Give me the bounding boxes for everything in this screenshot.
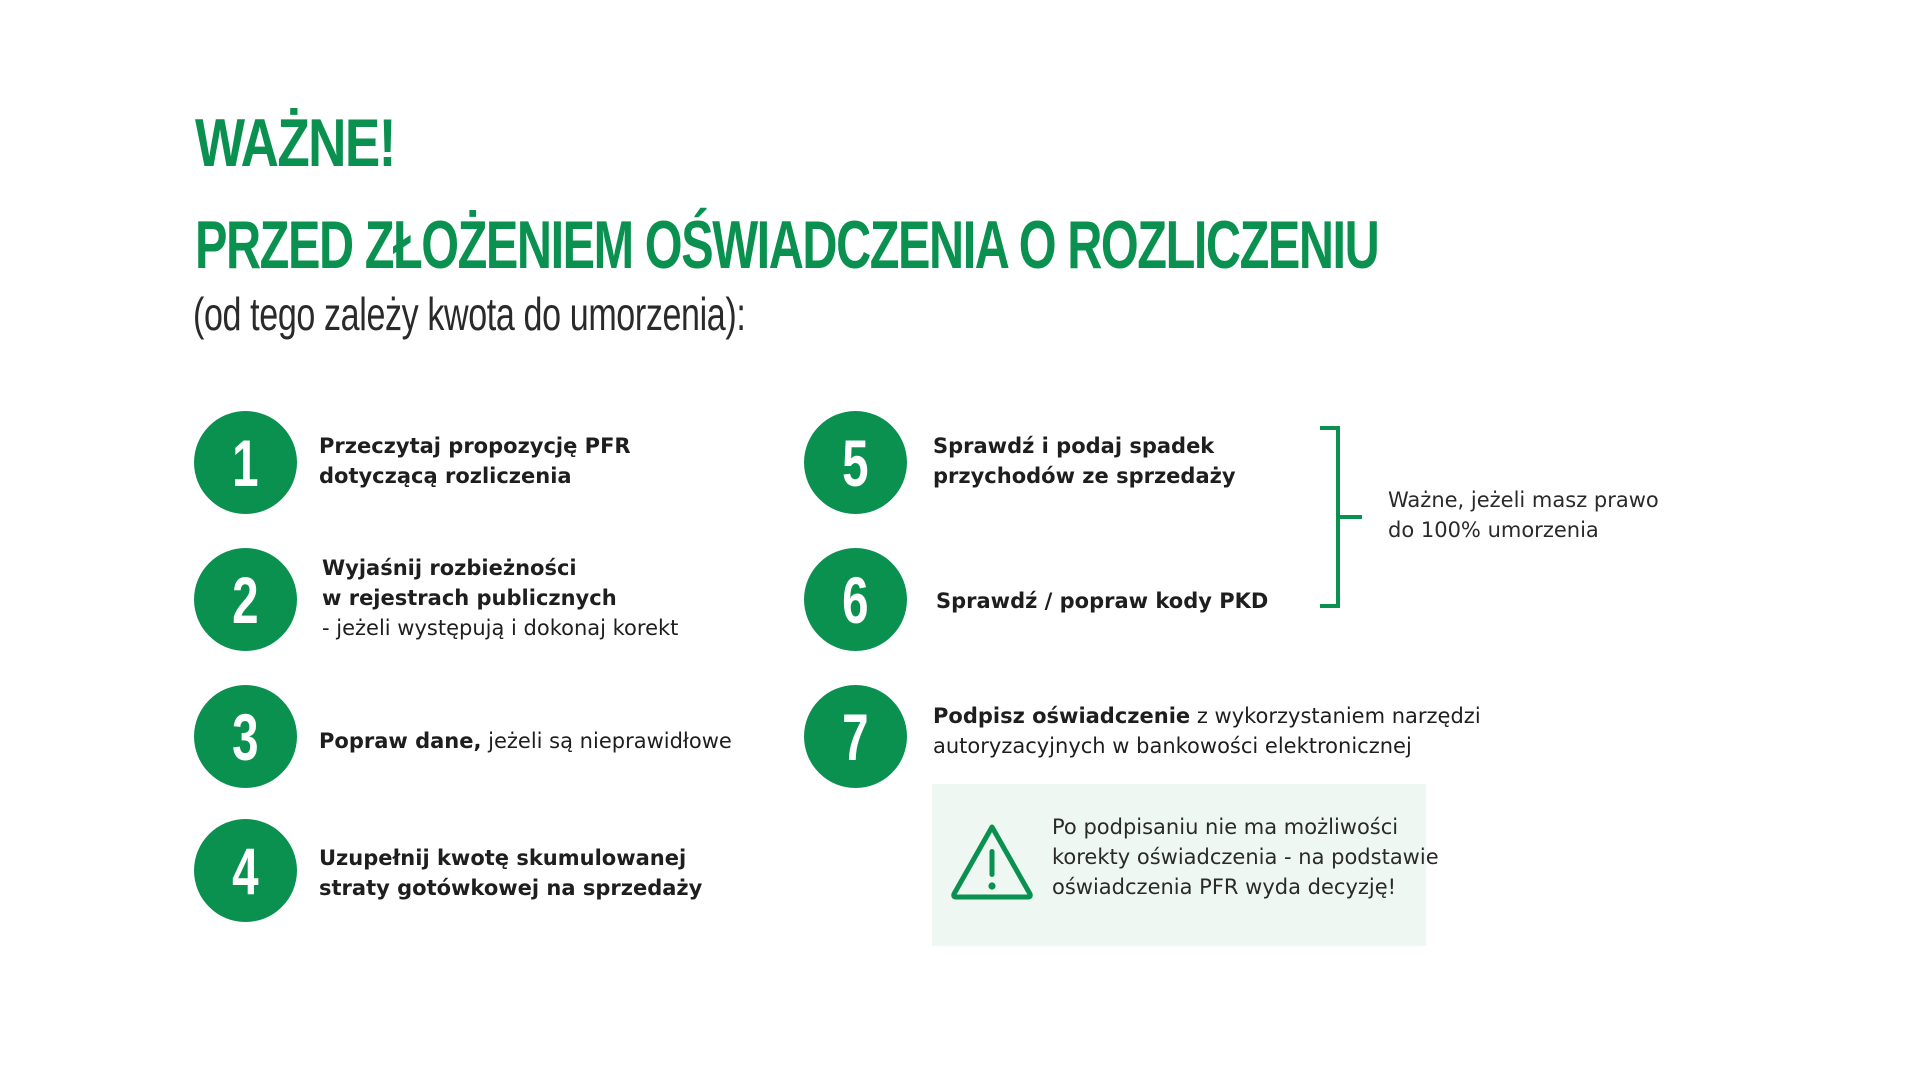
page-title: PRZED ZŁOŻENIEM OŚWIADCZENIA O ROZLICZENIU: [195, 207, 1379, 283]
step-number: 7: [842, 699, 869, 774]
warning-triangle-icon: [949, 822, 1035, 900]
step-7-badge: [804, 685, 907, 788]
step-2-text: [322, 553, 678, 643]
step-text-line: Sprawdź / popraw kody PKD: [936, 589, 1269, 613]
step-text-line: przychodów ze sprzedaży: [933, 464, 1236, 488]
step-number: 2: [232, 562, 259, 637]
step-text-line: Wyjaśnij rozbieżności: [322, 556, 577, 580]
bracket-note: [1388, 485, 1659, 545]
step-text-rest: z wykorzystaniem narzędzi: [1190, 704, 1481, 728]
step-number: 1: [232, 425, 259, 500]
step-4-badge: [194, 819, 297, 922]
step-number: 6: [842, 562, 869, 637]
step-text-line: Uzupełnij kwotę skumulowanej: [319, 846, 687, 870]
step-1-text: [319, 431, 631, 491]
warning-line: oświadczenia PFR wyda decyzję!: [1052, 875, 1397, 899]
step-number: 5: [842, 425, 869, 500]
step-7-text: [933, 701, 1481, 761]
warning-box: [932, 784, 1439, 946]
page-subtitle: (od tego zależy kwota do umorzenia):: [193, 288, 746, 340]
step-text-line: Przeczytaj propozycję PFR: [319, 434, 631, 458]
step-4-text: [319, 843, 702, 903]
step-text-bold: Popraw dane,: [319, 729, 482, 753]
step-3-text: [319, 726, 732, 756]
warning-text: [1052, 812, 1439, 902]
step-text-line: dotyczącą rozliczenia: [319, 464, 572, 488]
bracket-tick: [1340, 515, 1362, 519]
step-5-badge: [804, 411, 907, 514]
step-6-text: [936, 586, 1268, 616]
step-5-text: [933, 431, 1236, 491]
step-text-line: - jeżeli występują i dokonaj korekt: [322, 616, 679, 640]
step-3-badge: [194, 685, 297, 788]
warning-line: Po podpisaniu nie ma możliwości: [1052, 815, 1399, 839]
step-text-bold: Podpisz oświadczenie: [933, 704, 1191, 728]
bracket-divider: [1320, 426, 1340, 608]
warning-line: korekty oświadczenia - na podstawie: [1052, 845, 1439, 869]
important-heading: WAŻNE!: [195, 105, 395, 181]
step-6-badge: [804, 548, 907, 651]
step-number: 3: [232, 699, 259, 774]
step-text-line: w rejestrach publicznych: [322, 586, 617, 610]
step-text-line: autoryzacyjnych w bankowości elektronicznej: [933, 734, 1412, 758]
bracket-note-line: Ważne, jeżeli masz prawo: [1388, 488, 1659, 512]
step-2-badge: [194, 548, 297, 651]
step-number: 4: [232, 833, 259, 908]
step-1-badge: [194, 411, 297, 514]
step-text-line: straty gotówkowej na sprzedaży: [319, 876, 703, 900]
step-text-rest: jeżeli są nieprawidłowe: [481, 729, 732, 753]
bracket-note-line: do 100% umorzenia: [1388, 518, 1599, 542]
step-text-line: Sprawdź i podaj spadek: [933, 434, 1215, 458]
